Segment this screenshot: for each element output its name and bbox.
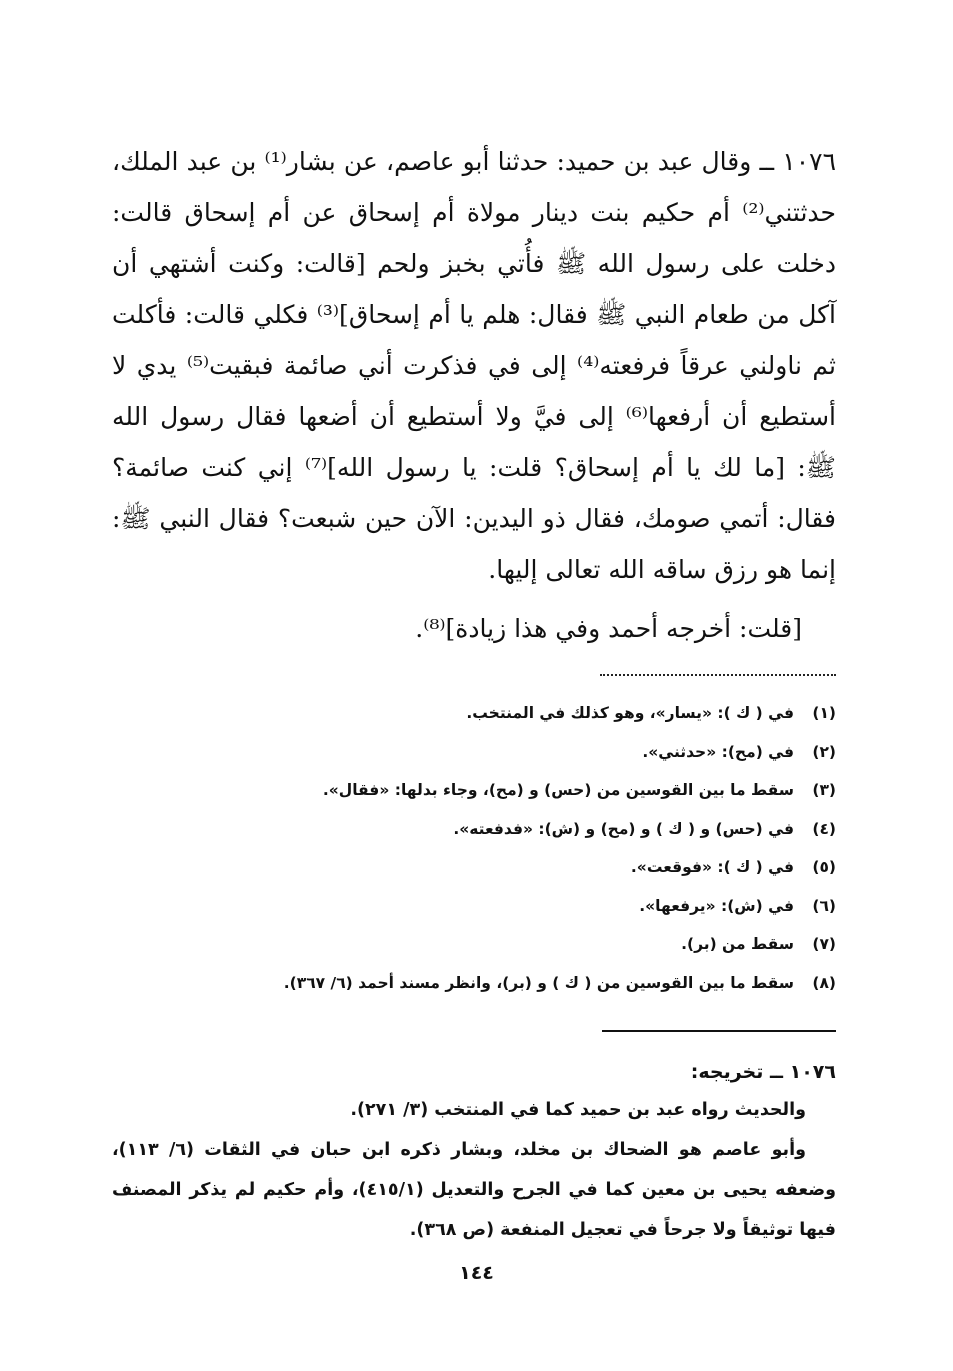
takhrij-separator — [602, 1030, 836, 1032]
editor-note: [قلت: أخرجه أحمد وفي هذا زيادة]⁽⁸⁾. — [415, 614, 802, 643]
hadith-text — [112, 136, 836, 595]
footnote-text: في (ش): «يرفعها». — [639, 896, 794, 915]
footnote-text: في ( ك ): «يسار»، وهو كذلك في المنتخب. — [466, 704, 794, 722]
footnote-item — [112, 964, 836, 1003]
footnote-number: (٦) — [812, 896, 836, 915]
takhrij-heading: ١٠٧٦ ــ تخريجه: — [690, 1061, 836, 1083]
footnote-text: سقط من (بر). — [681, 935, 794, 953]
footnote-number: (٣) — [812, 781, 836, 799]
footnote-item — [112, 887, 836, 926]
takhrij-paragraph: وأبو عاصم هو الضحاك بن مخلد، وبشار ذكره ابن حبان في الثقات (٦/ ١١٣)، وضعفه يحيى بن معين كما في الجرح والتعديل (٤١٥/١)، وأم حكيم لم يذكر المصنف فيها توثيقاً ولا جرحاً في تعجيل المنفعة (ص ٣٦٨). — [112, 1140, 836, 1240]
footnote-item — [112, 771, 836, 810]
footnote-text: في ( ك ): «فوقعت». — [630, 858, 794, 876]
page-content — [112, 136, 836, 1250]
footnote-number: (٤) — [812, 819, 836, 838]
footnote-text: سقط ما بين القوسين من ( ك ) و (بر)، وانظر مسند أحمد (٦/ ٣٦٧). — [283, 973, 794, 992]
footnote-item — [112, 925, 836, 964]
footnote-text: في (حس) و ( ك ) و (مح) و (ش): «فدفعته». — [453, 819, 794, 838]
footnote-item — [112, 694, 836, 733]
footnote-text: سقط ما بين القوسين من (حس) و (مح)، وجاء بدلها: «فقال». — [322, 781, 794, 799]
takhrij-body — [112, 1090, 836, 1250]
footnote-item — [112, 733, 836, 772]
footnote-number: (١) — [812, 704, 836, 722]
page-number: ١٤٤ — [459, 1262, 494, 1284]
takhrij-paragraph: والحديث رواه عبد بن حميد كما في المنتخب (٣/ ٢٧١). — [350, 1100, 806, 1120]
footnote-separator — [600, 674, 836, 676]
footnote-number: (٢) — [812, 742, 836, 761]
footnote-text: في (مح): «حدثني». — [642, 742, 794, 761]
footnote-number: (٥) — [812, 858, 836, 876]
footnote-item — [112, 810, 836, 849]
footnote-number: (٨) — [812, 973, 836, 992]
footnote-number: (٧) — [812, 935, 836, 953]
footnote-item — [112, 848, 836, 887]
hadith-paragraph: ١٠٧٦ ــ وقال عبد بن حميد: حدثنا أبو عاصم، عن بشار⁽¹⁾ بن عبد الملك، حدثتني⁽²⁾ أم حكيم بنت دينار مولاة أم إسحاق عن أم إسحاق قالت: دخلت على رسول الله ﷺ فأُتي بخبز ولحم [قالت: وكنت أشتهي أن آكل من طعام النبي ﷺ فقال: هلم يا أم إسحاق]⁽³⁾ فكلي قالت: فأكلت ثم ناولني عرقاً فرفعته⁽⁴⁾ إلى في فذكرت أني صائمة فبقيت⁽⁵⁾ يدي لا أستطيع أن أرفعها⁽⁶⁾ إلى فيَّ ولا أستطيع أن أضعها فقال رسول الله ﷺ: [ما لك يا أم إسحاق؟ قلت: يا رسول الله]⁽⁷⁾ إني كنت صائمة؟ فقال: أتمي صومك، فقال ذو اليدين: الآن حين شبعت؟ فقال النبي ﷺ: إنما هو رزق ساقه الله تعالى إليها. — [112, 147, 837, 584]
footnotes — [112, 694, 836, 1002]
